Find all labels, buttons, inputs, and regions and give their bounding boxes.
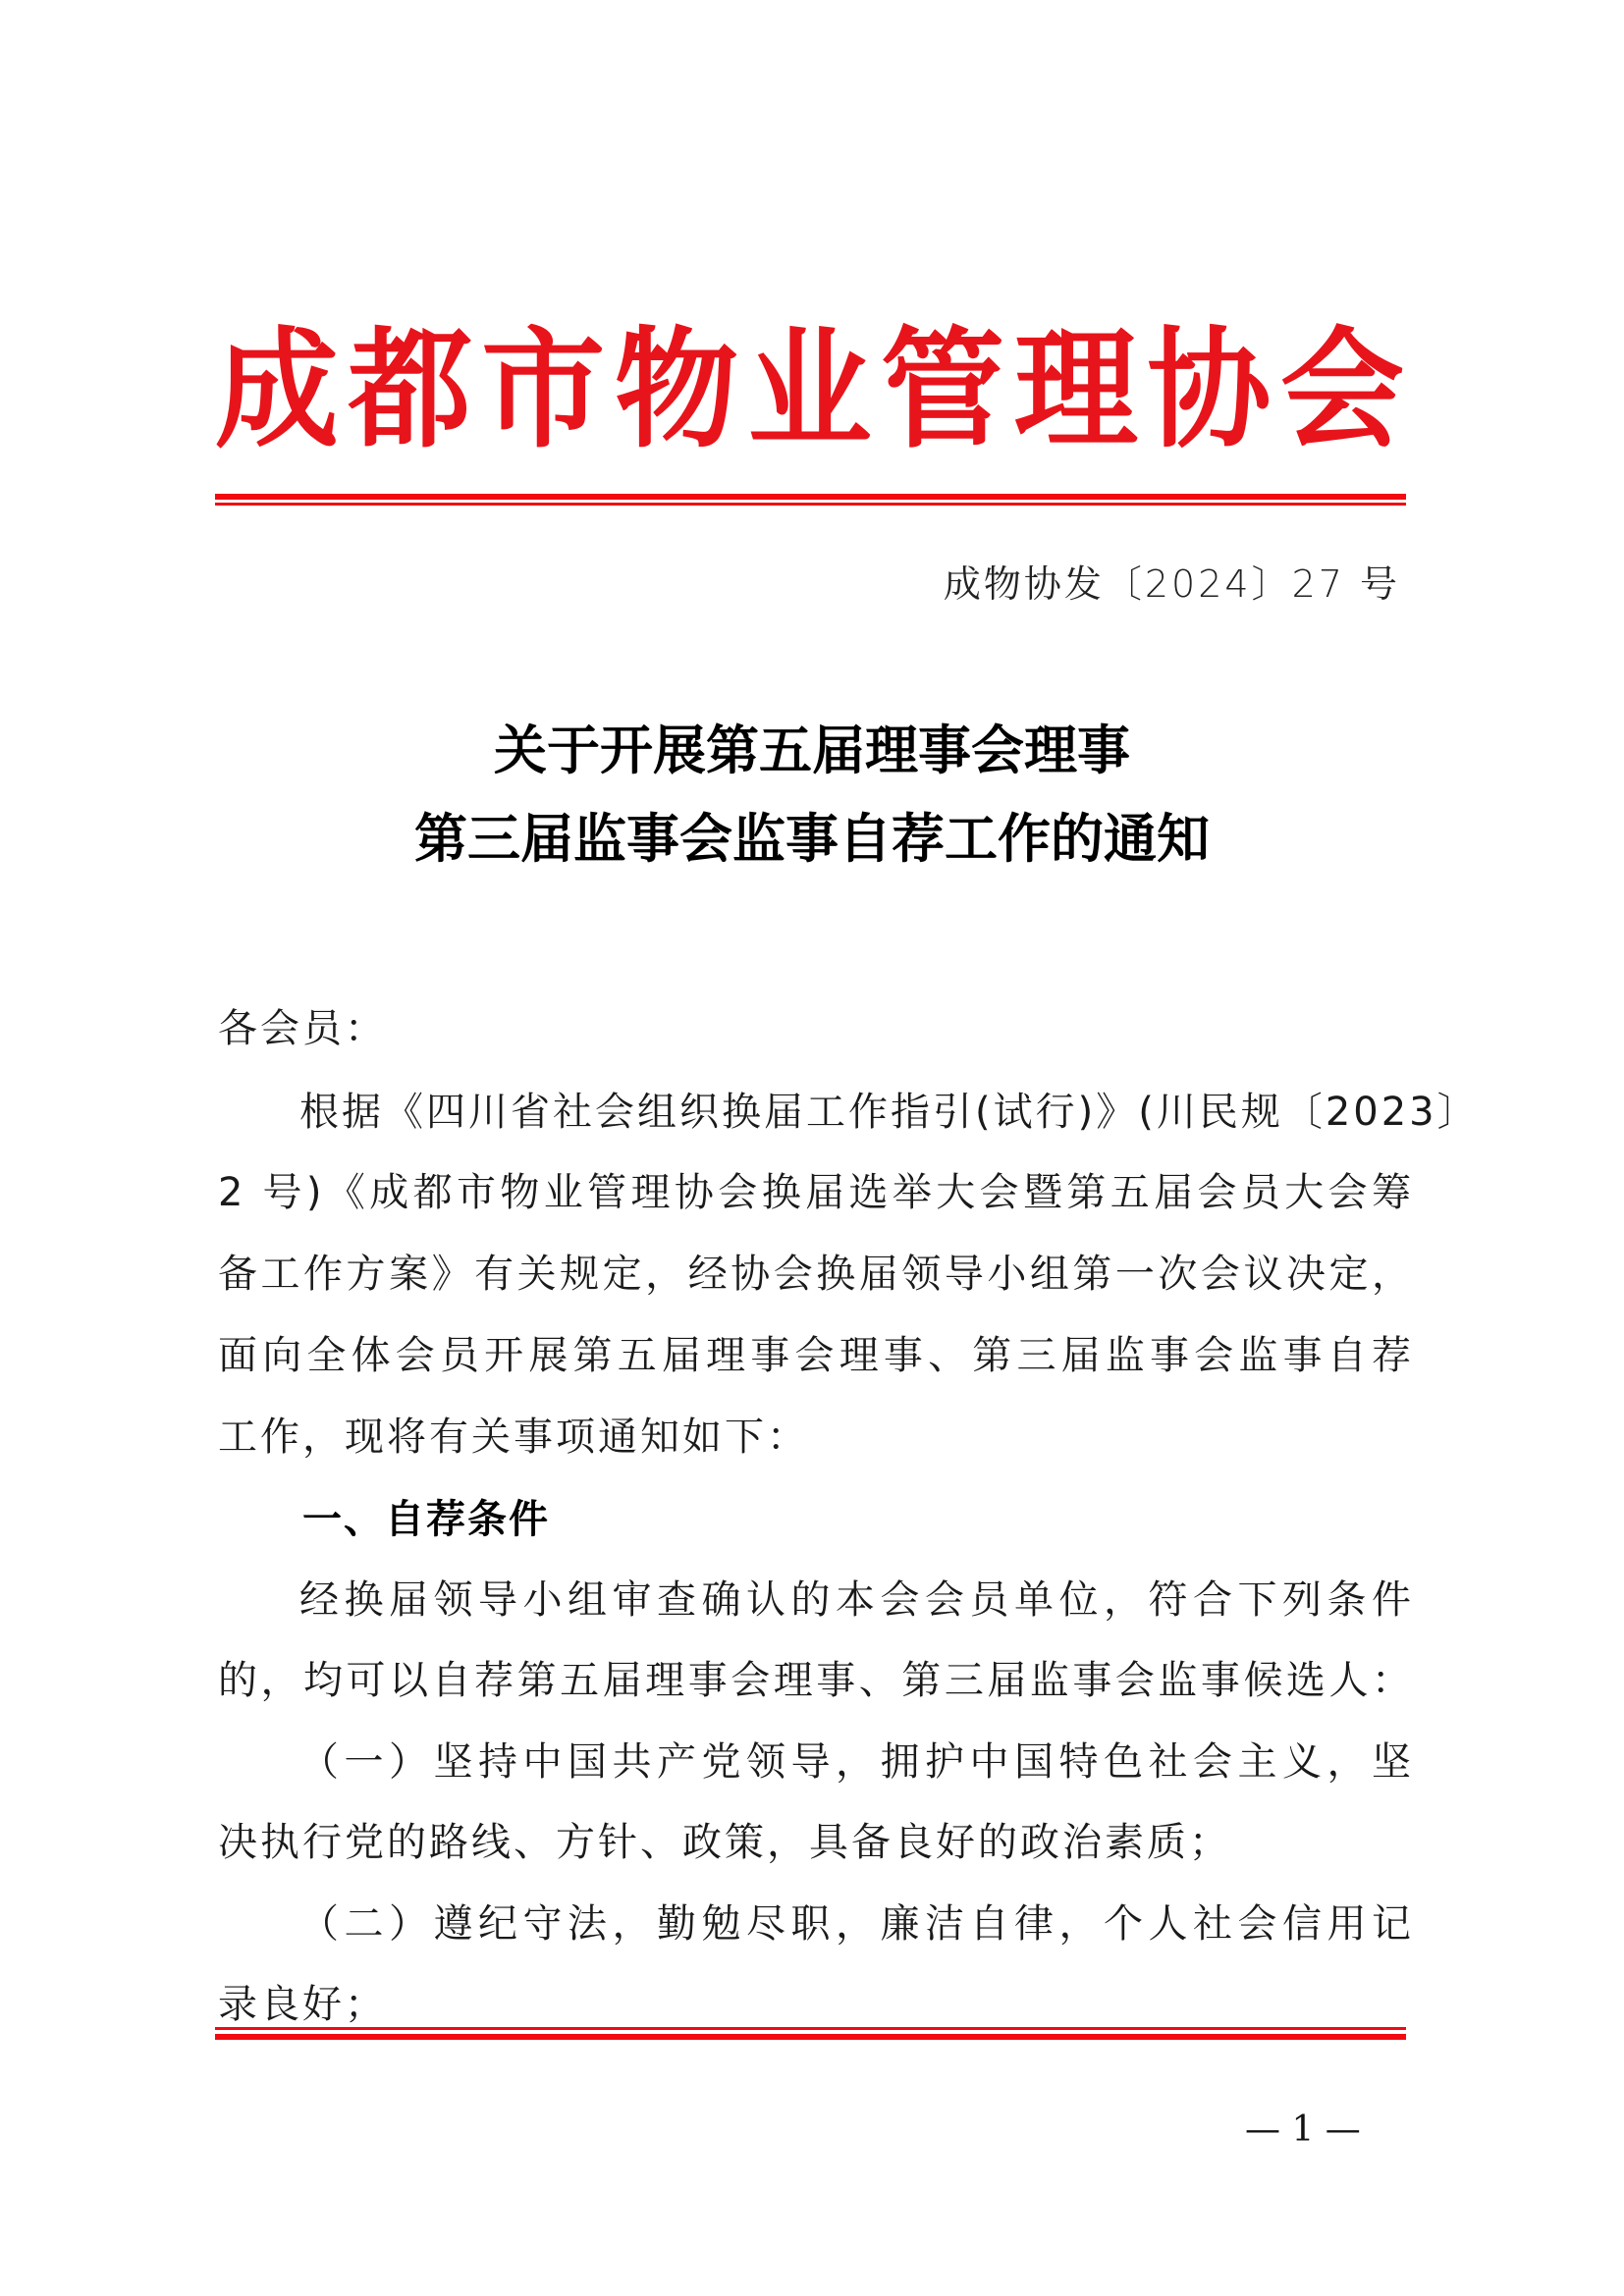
body-line: 工作，现将有关事项通知如下： — [218, 1415, 809, 1460]
section-intro-line: 经换届领导小组审查确认的本会会员单位，符合下列条件 — [299, 1577, 1414, 1623]
condition-item-2-line: 录良好； — [218, 1982, 387, 2027]
salutation: 各会员： — [218, 1006, 387, 1051]
masthead-rule-thick — [215, 494, 1406, 500]
page-number: — 1 — — [1245, 2109, 1361, 2150]
document-title-line-1: 关于开展第五届理事会理事 — [494, 719, 1130, 781]
footer-rule-thin — [215, 2027, 1406, 2030]
body-line: 面向全体会员开展第五届理事会理事、第三届监事会监事自荐 — [218, 1333, 1414, 1378]
condition-item-1-line: （一）坚持中国共产党领导，拥护中国特色社会主义，坚 — [299, 1739, 1414, 1785]
section-heading: 一、自荐条件 — [302, 1497, 550, 1542]
body-line: 备工作方案》有关规定，经协会换届领导小组第一次会议决定， — [218, 1252, 1414, 1297]
section-intro-line: 的，均可以自荐第五届理事会理事、第三届监事会监事候选人： — [218, 1658, 1414, 1703]
document-title-line-2: 第三届监事会监事自荐工作的通知 — [414, 807, 1210, 870]
body-line: 根据《四川省社会组织换届工作指引(试行)》(川民规〔2023〕 — [299, 1090, 1480, 1135]
org-masthead: 成都市物业管理协会 — [215, 313, 1406, 466]
body-line: 2 号)《成都市物业管理协会换届选举大会暨第五届会员大会筹 — [218, 1170, 1414, 1215]
condition-item-2-line: （二）遵纪守法，勤勉尽职，廉洁自律，个人社会信用记 — [299, 1901, 1414, 1947]
document-number: 成物协发〔2024〕27 号 — [943, 562, 1400, 606]
footer-rule-thick — [215, 2034, 1406, 2040]
condition-item-1-line: 决执行党的路线、方针、政策，具备良好的政治素质； — [218, 1820, 1231, 1865]
masthead-rule-thin — [215, 503, 1406, 506]
